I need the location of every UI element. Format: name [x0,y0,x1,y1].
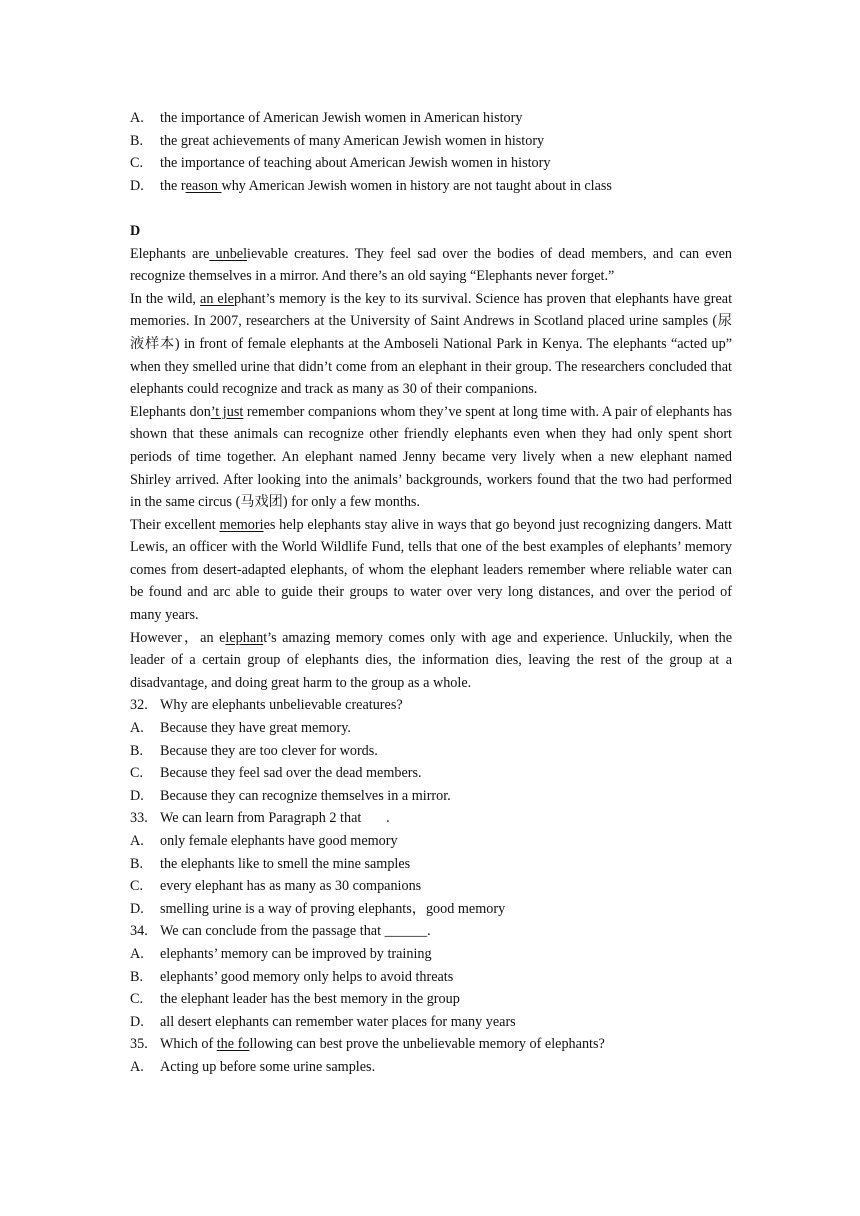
q32-option-a: A. Because they have great memory. [130,720,351,737]
document-content [130,107,732,1079]
question-number: 33. [130,810,148,827]
q35-option-a: A. Acting up before some urine samples. [130,1058,376,1075]
question-34 [130,920,732,943]
option-label: D. [130,177,144,194]
paragraph-3: Elephants don’t just remember companions whom they’ve spent at long time with. A pair of elephants has shown that these animals can recognize other friendly elephants even when they had only spent short periods of time together. An elephant named Jenny became very lively when a new elephant named Shirley arrived. After looking into the animals’ backgrounds, workers found that the two had performed in the same circus (马戏团) for only a few months. [130,403,732,511]
option-text: the importance of teaching about American Jewish women in history [160,155,551,172]
option-label: C. [130,155,144,172]
option-text: the reason why American Jewish women in history are not taught about in class [160,177,612,194]
prev-option-d [130,175,732,198]
q33-option-a: A. only female elephants have good memory [130,833,398,849]
blank-line [130,197,732,220]
prev-option-c [130,152,732,175]
paragraph-1: Elephants are unbelievable creatures. They feel sad over the bodies of dead members, and can even recognize themselves in a mirror. And there’s an old saying “Elephants never forget.” [130,245,732,285]
paragraph-5: However，an elephant’s amazing memory comes only with age and experience. Unluckily, when the leader of a certain group of elephants dies, the information dies, leaving the rest of the group at a disadvantage, and doing great harm to the group as a whole. [130,629,733,691]
question-33 [130,807,732,830]
question-35 [130,1033,732,1056]
option-label: A. [130,110,144,126]
option-text: the great achievements of many American Jewish women in history [160,132,545,149]
q33-option-c: C. every elephant has as many as 30 companions [130,878,422,895]
q33-option-b: B. the elephants like to smell the mine samples [130,855,411,872]
question-number: 32. [130,697,148,714]
q34-option-c: C. the elephant leader has the best memory in the group [130,991,460,1008]
q32-option-c: C. Because they feel sad over the dead members. [130,765,422,782]
option-text: the importance of American Jewish women in American history [160,110,523,126]
q34-option-d: D. all desert elephants can remember water places for many years [130,1013,516,1030]
q32-option-b: B. Because they are too clever for words. [130,742,378,759]
question-32 [130,694,732,717]
question-number: 35. [130,1036,148,1053]
prev-option-b [130,130,732,153]
q32-option-d: D. Because they can recognize themselves in a mirror. [130,787,451,804]
section-label: D [130,222,141,239]
question-text: We can learn from Paragraph 2 that . [160,810,390,827]
question-text: Why are elephants unbelievable creatures? [160,697,403,714]
option-label: B. [130,132,144,149]
question-number: 34. [130,923,148,940]
q33-option-d: D. smelling urine is a way of proving elephants，good memory [130,900,506,917]
paragraph-4: Their excellent memories help elephants stay alive in ways that go beyond just recognizing dangers. Matt Lewis, an officer with the World Wildlife Fund, tells that one of the best examples of elephants’ memory comes from desert-adapted elephants, of whom the elephant leaders remember where reliable water can be found and arc able to guide their groups to water over very long distances, and over the period of many years. [130,516,732,624]
q34-option-b: B. elephants’ good memory only helps to avoid threats [130,968,454,985]
paragraph-2: In the wild, an elephant’s memory is the key to its survival. Science has proven that elephants have great memories. In 2007, researchers at the University of Saint Andrews in Scotland placed urine samples (尿液样本) in front of female elephants at the Amboseli National Park in Kenya. The elephants “acted up” when they smelled urine that didn’t come from an elephant in their group. The researchers concluded that elephants could recognize and track as many as 30 of their companions. [130,290,733,398]
prev-option-a [130,107,732,130]
question-text: We can conclude from the passage that ______. [160,923,431,940]
q34-option-a: A. elephants’ memory can be improved by training [130,945,432,962]
question-text: Which of the following can best prove the unbelievable memory of elephants? [160,1036,605,1053]
